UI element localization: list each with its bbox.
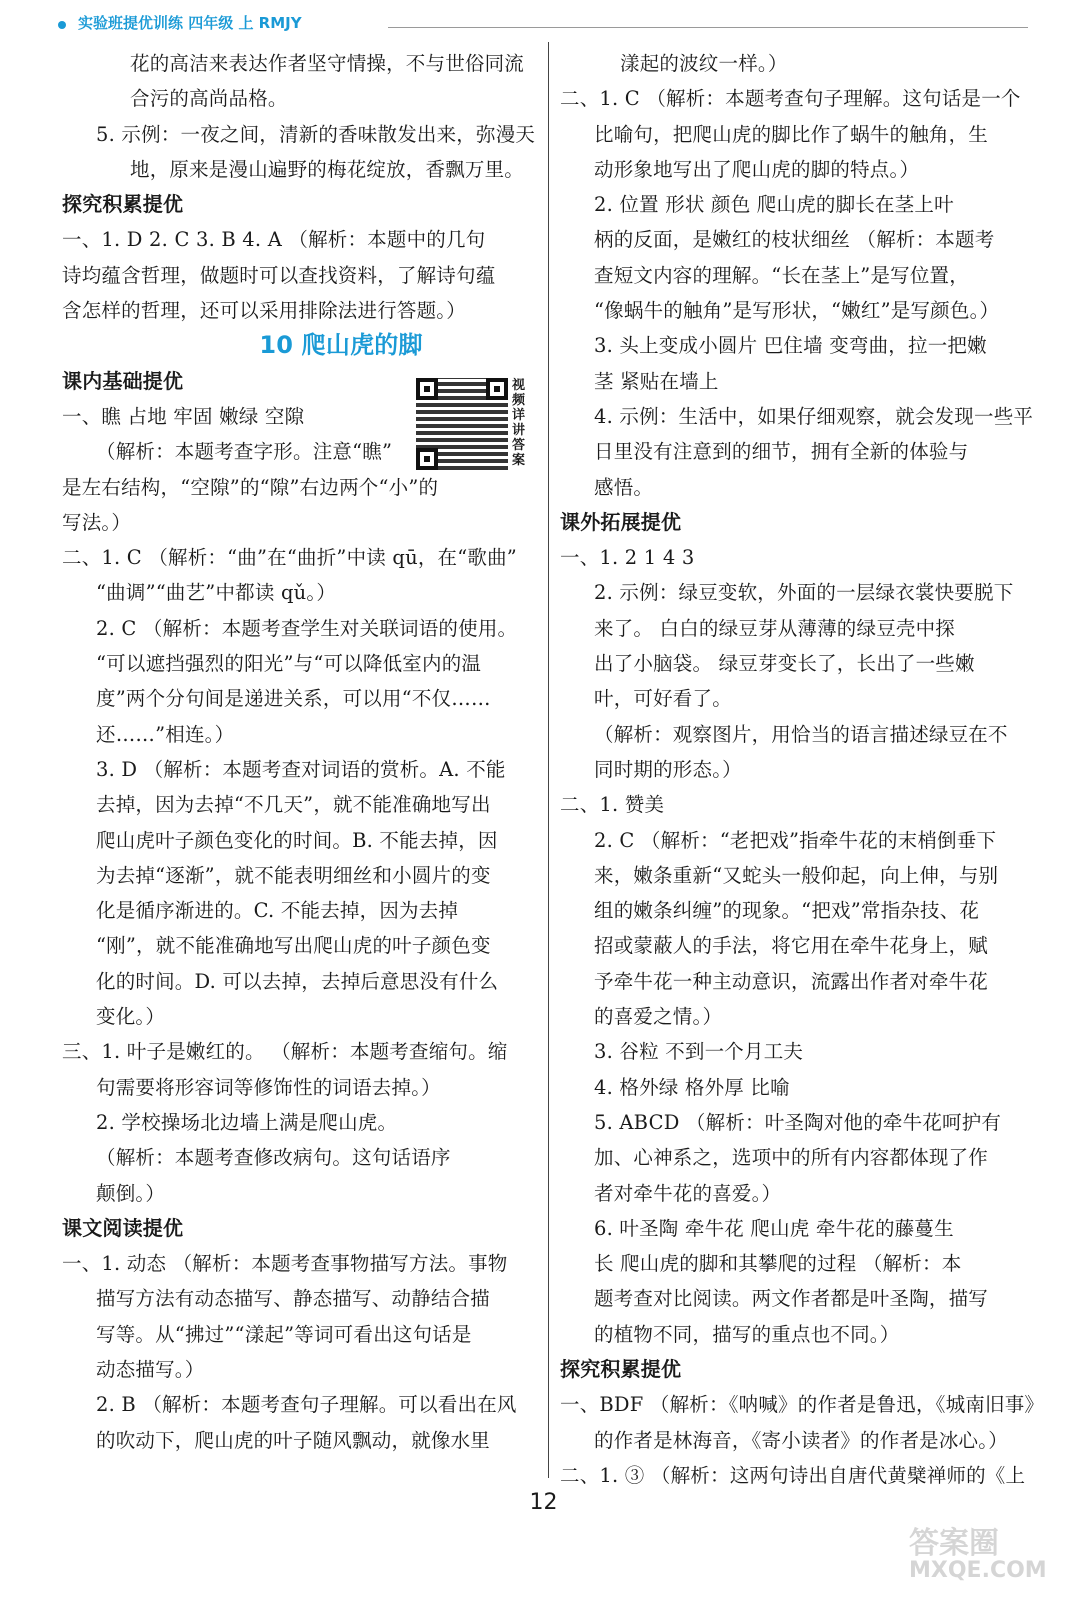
text-line: 为去掉“逐渐”，就不能表明细丝和小圆片的变 (96, 863, 491, 887)
text-line: 还……”相连。） (96, 722, 235, 746)
text-line: 柄的反面，是嫩红的枝状细丝 （解析：本题考 (594, 228, 995, 252)
text-line: 来了。 白白的绿豆芽从薄薄的绿豆壳中探 (594, 616, 955, 640)
text-line: 2. 位置 形状 颜色 爬山虎的脚长在茎上叶 (594, 193, 954, 217)
text-line: 4. 格外绿 格外厚 比喻 (594, 1075, 790, 1099)
column-divider (548, 42, 549, 1478)
text-line: 化的时间。D. 可以去掉，去掉后意思没有什么 (96, 969, 499, 993)
qr-side-label: 视频详讲答案 (512, 378, 526, 468)
watermark (909, 1518, 1059, 1588)
text-line: 二、1. ③ （解析：这两句诗出自唐代黄檗禅师的《上 (560, 1463, 1026, 1487)
page-number: 12 (529, 1490, 558, 1515)
text-line: 比喻句，把爬山虎的脚比作了蜗牛的触角，生 (594, 122, 989, 146)
header-dot-icon (58, 21, 66, 29)
text-line: 4. 示例：生活中，如果仔细观察，就会发现一些平 (594, 404, 1034, 428)
text-line: 去掉，因为去掉“不几天”，就不能准确地写出 (96, 793, 491, 817)
right-column (560, 46, 1045, 1493)
text-line: 3. 谷粒 不到一个月工夫 (594, 1040, 804, 1064)
header-rule (388, 27, 1028, 28)
watermark-line1: 答案圈 (909, 1526, 999, 1561)
lesson-title: 10 爬山虎的脚 (259, 331, 423, 360)
text-line: “刚”，就不能准确地写出爬山虎的叶子颜色变 (96, 934, 491, 958)
text-line: 的作者是林海音，《寄小读者》的作者是冰心。） (594, 1428, 1008, 1452)
text-line: 动形象地写出了爬山虎的脚的特点。） (594, 157, 920, 181)
text-line: （解析：本题考查修改病句。这句话语序 (96, 1146, 451, 1170)
text-line: 予牵牛花一种主动意识，流露出作者对牵牛花 (594, 969, 989, 993)
section-heading: 探究积累提优 (62, 192, 184, 217)
text-line: 组的嫩条纠缠”的现象。“把戏”常指杂技、花 (594, 899, 980, 923)
text-line: 的吹动下，爬山虎的叶子随风飘动，就像水里 (96, 1428, 491, 1452)
text-line: 2. C （解析：本题考查学生对关联词语的使用。 (96, 616, 518, 640)
text-line: 合污的高尚品格。 (130, 87, 288, 111)
text-line: 来，嫩条重新“又蛇头一般仰起，向上伸，与别 (594, 863, 999, 887)
text-line: 题考查对比阅读。两文作者都是叶圣陶，描写 (594, 1287, 989, 1311)
section-heading: 探究积累提优 (560, 1356, 682, 1381)
text-line: 一、1. 2 1 4 3 (560, 546, 695, 570)
text-line: “曲调”“曲艺”中都读 qǔ。） (96, 581, 337, 605)
text-line: 5. ABCD （解析：叶圣陶对他的牵牛花呵护有 (594, 1110, 1002, 1134)
text-line: 6. 叶圣陶 牵牛花 爬山虎 牵牛花的藤蔓生 (594, 1216, 954, 1240)
text-line: 是左右结构，“空隙”的“隙”右边两个“小”的 (62, 475, 439, 499)
left-column (62, 46, 540, 1458)
text-line: 长 爬山虎的脚和其攀爬的过程 （解析：本 (594, 1252, 962, 1276)
text-line: 爬山虎叶子颜色变化的时间。B. 不能去掉，因 (96, 828, 498, 852)
text-line: 含怎样的哲理，还可以采用排除法进行答题。） (62, 299, 466, 323)
text-line: 者对牵牛花的喜爱。） (594, 1181, 782, 1205)
text-line: “像蜗牛的触角”是写形状，“嫩红”是写颜色。） (594, 299, 1000, 323)
qr-code-block[interactable] (416, 378, 536, 470)
qr-finder-icon (416, 448, 438, 470)
text-line: 地，原来是漫山遍野的梅花绽放，香飘万里。 (130, 157, 525, 181)
text-line: 一、1. 动态 （解析：本题考查事物描写方法。事物 (62, 1252, 508, 1276)
text-line: 句需要将形容词等修饰性的词语去掉。） (96, 1075, 441, 1099)
text-line: 2. 学校操场北边墙上满是爬山虎。 (96, 1110, 398, 1134)
text-line: 二、1. 赞美 (560, 793, 665, 817)
text-line: 漾起的波纹一样。） (620, 52, 788, 75)
section-heading: 课外拓展提优 (560, 509, 682, 534)
text-line: （解析：本题考查字形。注意“瞧” (96, 440, 393, 464)
text-line: 同时期的形态。） (594, 757, 742, 781)
section-heading: 课文阅读提优 (62, 1215, 184, 1240)
text-line: 一、BDF （解析：《呐喊》的作者是鲁迅，《城南旧事》 (560, 1393, 1045, 1417)
qr-finder-icon (486, 378, 508, 400)
text-line: 诗均蕴含哲理，做题时可以查找资料，了解诗句蕴 (62, 263, 496, 287)
text-line: 查短文内容的理解。“长在茎上”是写位置， (594, 263, 969, 287)
text-line: 日里没有注意到的细节，拥有全新的体验与 (594, 440, 969, 464)
text-line: 三、1. 叶子是嫩红的。 （解析：本题考查缩句。缩 (62, 1040, 508, 1064)
text-line: 一、瞧 占地 牢固 嫩绿 空隙 (62, 404, 305, 428)
text-line: 2. C （解析：“老把戏”指牵牛花的末梢倒垂下 (594, 828, 997, 852)
text-line: 3. 头上变成小圆片 巴住墙 变弯曲，拉一把嫩 (594, 334, 987, 358)
text-line: （解析：观察图片，用恰当的语言描述绿豆在不 (594, 722, 1008, 746)
text-line: 描写方法有动态描写、静态描写、动静结合描 (96, 1287, 491, 1311)
text-line: 2. 示例：绿豆变软，外面的一层绿衣裳快要脱下 (594, 581, 1014, 605)
text-line: 一、1. D 2. C 3. B 4. A （解析：本题中的几句 (62, 228, 486, 252)
text-line: 加、心神系之，选项中的所有内容都体现了作 (594, 1146, 989, 1170)
text-line: 二、1. C （解析：“曲”在“曲折”中读 qū，在“歌曲” (62, 546, 517, 570)
qr-finder-icon (416, 378, 438, 400)
text-line: 写法。） (62, 510, 132, 534)
text-line: 度”两个分句间是递进关系，可以用“不仅…… (96, 687, 491, 711)
text-line: 二、1. C （解析：本题考查句子理解。这句话是一个 (560, 87, 1021, 111)
text-line: 3. D （解析：本题考查对词语的赏析。A. 不能 (96, 757, 506, 781)
text-line: 招或蒙蔽人的手法，将它用在牵牛花身上，赋 (594, 934, 989, 958)
text-line: 写等。从“拂过”“漾起”等词可看出这句话是 (96, 1322, 472, 1346)
text-line: 的植物不同，描写的重点也不同。） (594, 1322, 900, 1346)
text-line: 变化。） (96, 1005, 166, 1029)
text-line: 的喜爱之情。） (594, 1005, 723, 1029)
text-line: “可以遮挡强烈的阳光”与“可以降低室内的温 (96, 652, 482, 676)
text-line: 感悟。 (594, 475, 654, 499)
text-line: 颠倒。） (96, 1181, 166, 1205)
text-line: 化是循序渐进的。C. 不能去掉，因为去掉 (96, 899, 459, 923)
watermark-line2: MXQE.COM (909, 1558, 1047, 1583)
text-line: 动态描写。） (96, 1357, 205, 1381)
text-line: 2. B （解析：本题考查句子理解。可以看出在风 (96, 1393, 517, 1417)
header-title: 实验班提优训练 四年级 上 RMJY (78, 14, 302, 32)
text-line: 5. 示例：一夜之间，清新的香味散发出来，弥漫天 (96, 122, 536, 146)
section-heading: 课内基础提优 (62, 368, 184, 393)
text-line: 叶，可好看了。 (594, 687, 732, 711)
text-line: 茎 紧贴在墙上 (594, 369, 719, 393)
text-line: 出了小脑袋。 绿豆芽变长了，长出了一些嫩 (594, 652, 975, 676)
text-line: 花的高洁来表达作者坚守情操，不与世俗同流 (130, 52, 525, 75)
page-header (58, 10, 1028, 38)
